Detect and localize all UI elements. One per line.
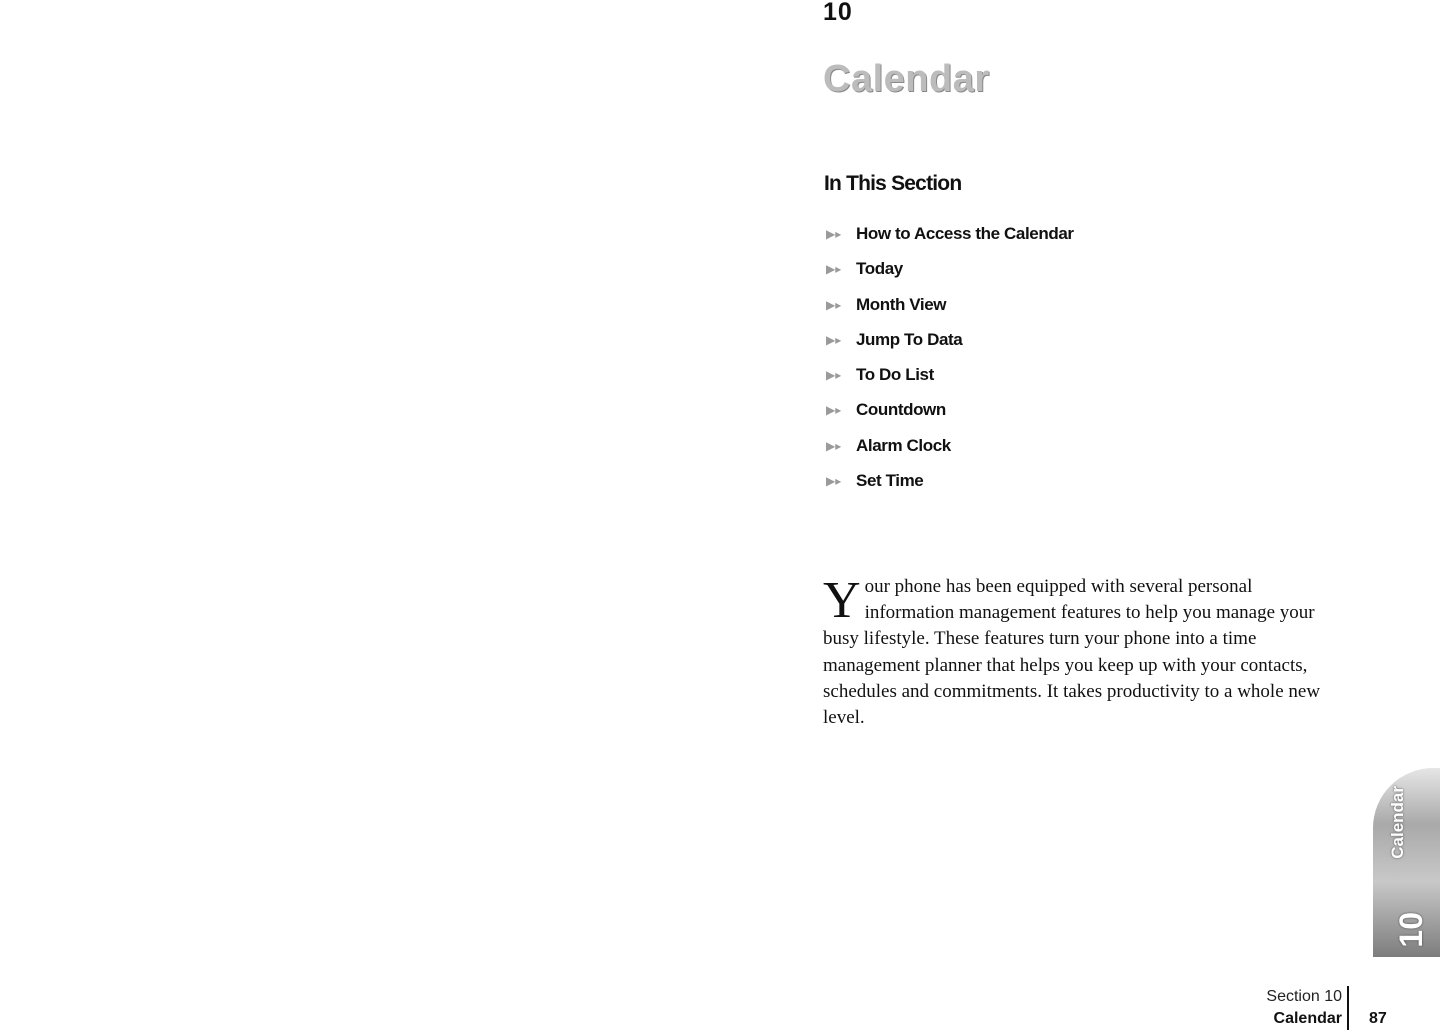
- list-item-label: Alarm Clock: [856, 435, 951, 455]
- list-item-label: To Do List: [856, 365, 934, 385]
- side-tab-number: 10: [1393, 912, 1429, 948]
- list-item-label: Set Time: [856, 471, 924, 491]
- arrow-bullet-icon: ▶▸: [826, 403, 842, 418]
- chapter-title: Calendar: [823, 58, 990, 100]
- list-item: [824, 469, 1074, 504]
- intro-text: our phone has been equipped with several personal information management features to help you manage your busy lifestyle. These features turn your phone into a time management planner that helps you keep up with your contacts, schedules and commitments. It takes productivity to a whole new level.: [823, 576, 1321, 729]
- in-this-section-heading: In This Section: [824, 172, 962, 195]
- list-item-label: Countdown: [856, 400, 946, 420]
- arrow-bullet-icon: ▶▸: [826, 332, 842, 347]
- arrow-bullet-icon: ▶▸: [826, 474, 842, 489]
- arrow-bullet-icon: ▶▸: [826, 438, 842, 453]
- arrow-bullet-icon: ▶▸: [826, 297, 842, 312]
- side-tab-label: Calendar: [1388, 786, 1407, 859]
- list-item: [824, 363, 1074, 398]
- section-number: 10: [823, 0, 853, 26]
- section-contents-list: [824, 222, 1074, 504]
- drop-cap: Y: [823, 572, 861, 629]
- list-item-label: How to Access the Calendar: [856, 224, 1074, 243]
- list-item: [824, 434, 1074, 469]
- list-item-label: Jump To Data: [856, 329, 963, 349]
- list-item-label: Today: [856, 259, 903, 279]
- arrow-bullet-icon: ▶▸: [826, 227, 842, 241]
- page-number: 87: [1369, 1010, 1387, 1027]
- footer-divider: [1347, 986, 1349, 1030]
- footer-chapter-title: Calendar: [1273, 1010, 1342, 1027]
- list-item: [824, 293, 1074, 328]
- arrow-bullet-icon: ▶▸: [826, 368, 842, 383]
- intro-paragraph: [823, 574, 1343, 731]
- footer-section-label: Section 10: [1266, 988, 1342, 1005]
- list-item: [824, 257, 1074, 292]
- list-item: [824, 222, 1074, 257]
- list-item: [824, 398, 1074, 433]
- arrow-bullet-icon: ▶▸: [826, 262, 842, 277]
- list-item-label: Month View: [856, 294, 947, 314]
- list-item: [824, 328, 1074, 363]
